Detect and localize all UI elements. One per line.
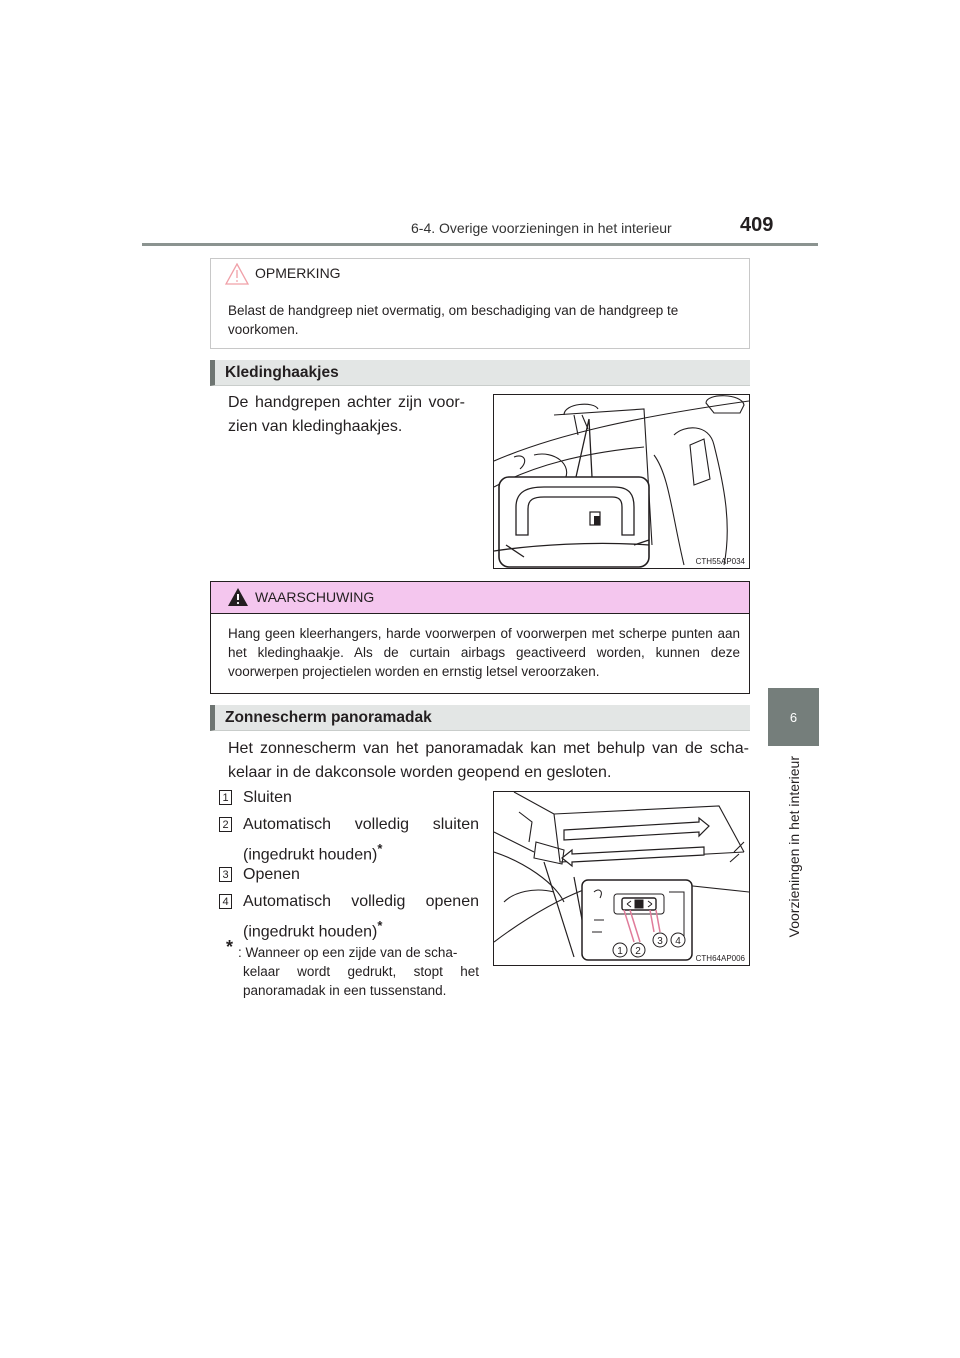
item-label-second-line: (ingedrukt houden)* xyxy=(243,841,383,864)
section2-intro-line2: kelaar in de dakconsole worden geopend en gesloten. xyxy=(228,764,612,781)
footnote-mark: * xyxy=(377,918,383,933)
header-rule xyxy=(142,243,818,246)
section-heading-text: Kledinghaakjes xyxy=(225,364,339,381)
warning-box xyxy=(210,581,750,694)
item-number-box: 4 xyxy=(219,894,232,909)
section-heading-panoramic-roof-shade xyxy=(210,705,750,731)
clothes-hook-illustration xyxy=(494,395,749,568)
note-text: Belast de handgreep niet overmatig, om beschadiging van de handgreep te voorkomen. xyxy=(228,303,679,337)
item-number-box: 3 xyxy=(219,867,232,882)
section2-intro-line1: Het zonnescherm van het panoramadak kan met behulp van de scha- xyxy=(228,740,749,757)
item-label: Automatisch volledig openen xyxy=(243,893,479,910)
warning-title: WAARSCHUWING xyxy=(255,589,375,605)
figure-roof-console-switch xyxy=(493,791,750,966)
warning-triangle-icon xyxy=(227,587,249,607)
note-title: OPMERKING xyxy=(255,265,341,281)
item-label: Sluiten xyxy=(243,789,292,806)
section1-text-line1: De handgrepen achter zijn voor- xyxy=(228,394,465,411)
figure-clothes-hook xyxy=(493,394,750,569)
warning-header xyxy=(211,582,749,614)
chapter-number: 6 xyxy=(789,709,798,725)
item-number-box: 2 xyxy=(219,817,232,832)
chapter-side-title-text: Voorzieningen in het interieur xyxy=(786,756,802,938)
footnote-line3: panoramadak in een tussenstand. xyxy=(243,983,447,998)
warning-text: Hang geen kleerhangers, harde voorwerpen of voorwerpen met scherpe punten aan het kledinghaakje. Als de curtain airbags geactiveerd worden, kunnen deze voorwerpen projectielen worden en ernstig letsel veroorzaken. xyxy=(228,626,740,679)
item-label-second-line: (ingedrukt houden)* xyxy=(243,918,383,941)
footnote-asterisk: * xyxy=(226,937,234,957)
section-heading-clothes-hooks xyxy=(210,360,750,386)
callout-4: 4 xyxy=(675,936,681,947)
footnote-line2: kelaar wordt gedrukt, stopt het xyxy=(243,964,479,979)
caution-outline-icon xyxy=(225,263,249,285)
note-box xyxy=(210,258,750,349)
item-label: Openen xyxy=(243,866,300,883)
page-number: 409 xyxy=(740,214,774,236)
footnote-line1: : Wanneer op een zijde van de scha- xyxy=(238,945,458,960)
figure-code: CTH64AP006 xyxy=(695,954,745,963)
callout-3: 3 xyxy=(657,936,663,947)
section1-text-line2: zien van kledinghaakjes. xyxy=(228,418,403,435)
item-label: Automatisch volledig sluiten xyxy=(243,816,479,833)
chapter-tab xyxy=(768,688,819,746)
section-heading-text: Zonnescherm panoramadak xyxy=(225,709,432,726)
footnote-mark: * xyxy=(377,841,383,856)
roof-console-illustration xyxy=(494,792,749,965)
figure-code: CTH55AP034 xyxy=(695,557,745,566)
item-number-box: 1 xyxy=(219,790,232,805)
callout-1: 1 xyxy=(617,946,623,957)
chapter-side-title xyxy=(783,756,805,1056)
callout-2: 2 xyxy=(635,946,641,957)
header-section-title: 6-4. Overige voorzieningen in het interieur xyxy=(411,220,672,236)
